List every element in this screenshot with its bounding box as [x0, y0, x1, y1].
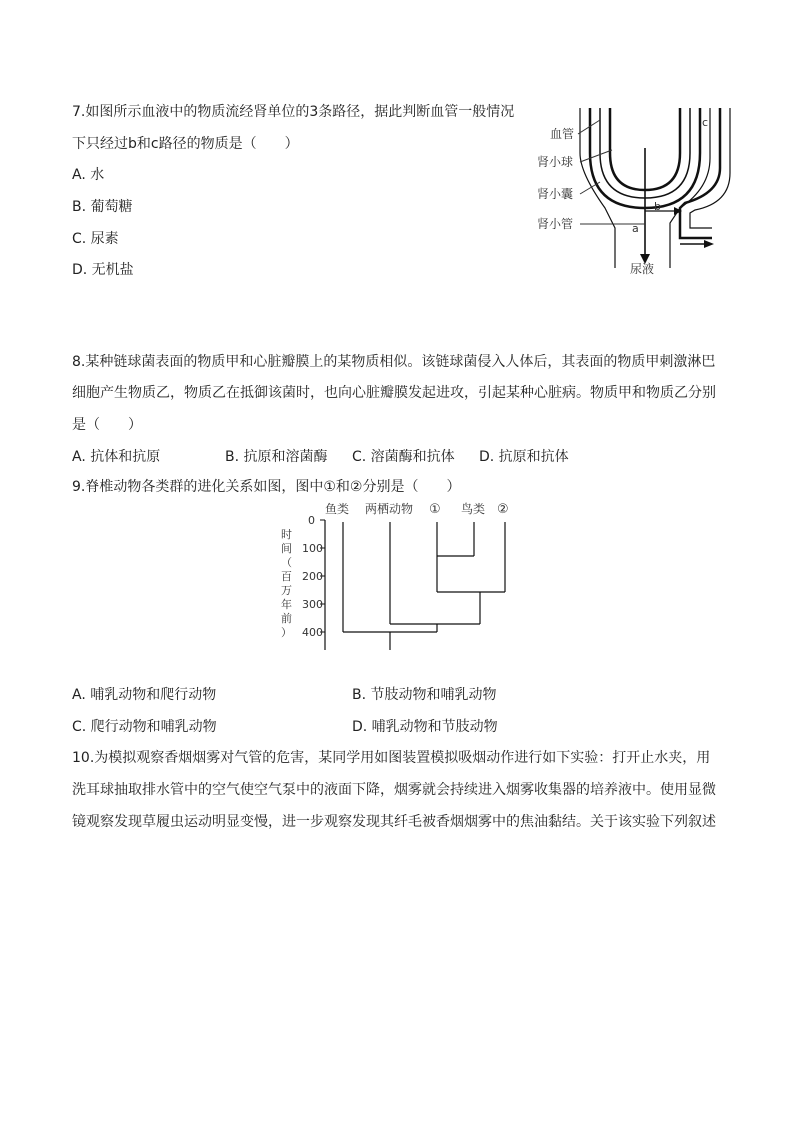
- q9-option-d: D. 哺乳动物和节肢动物: [352, 719, 498, 735]
- q9-option-b: B. 节肢动物和哺乳动物: [352, 687, 497, 703]
- y-tick-0: 0: [308, 514, 315, 527]
- y-axis-char-5: 万: [281, 584, 292, 597]
- taxon-bird: 鸟类: [461, 502, 486, 516]
- y-tick-400: 400: [302, 626, 323, 639]
- label-glomerulus: 肾小球: [537, 155, 574, 169]
- taxon-2: ②: [497, 502, 509, 517]
- q8-option-b: B. 抗原和溶菌酶: [225, 449, 328, 465]
- q7-stem-line2: 下只经过b和c路径的物质是（ ）: [72, 136, 299, 152]
- q8-option-c: C. 溶菌酶和抗体: [352, 449, 455, 465]
- y-tick-100: 100: [302, 542, 323, 555]
- path-label-c: c: [702, 116, 709, 129]
- y-tick-200: 200: [302, 570, 323, 583]
- q9-option-c: C. 爬行动物和哺乳动物: [72, 719, 217, 735]
- path-label-a: a: [632, 222, 639, 235]
- taxon-amphibian: 两栖动物: [365, 502, 414, 516]
- label-urine: 尿液: [630, 262, 655, 276]
- q8-stem-line3: 是（ ）: [72, 417, 142, 433]
- y-axis-char-2: 间: [281, 542, 292, 555]
- y-axis-char-8: ）: [281, 626, 292, 639]
- q8-stem-line1: 8.某种链球菌表面的物质甲和心脏瓣膜上的某物质相似。该链球菌侵入人体后，其表面的物质甲刺激淋巴: [72, 354, 716, 370]
- q8-option-d: D. 抗原和抗体: [479, 449, 569, 465]
- q10-stem-line3: 镜观察发现草履虫运动明显变慢，进一步观察发现其纤毛被香烟烟雾中的焦油黏结。关于该实验下列叙述: [72, 814, 716, 830]
- q8-option-a: A. 抗体和抗原: [72, 449, 161, 465]
- phylogeny-tree: [275, 498, 535, 658]
- y-axis-char-1: 时: [281, 528, 292, 541]
- y-axis-char-3: （: [281, 556, 292, 569]
- taxon-1: ①: [429, 502, 441, 517]
- label-capsule: 肾小囊: [537, 187, 574, 201]
- phylogeny-figure: [275, 498, 535, 658]
- nephron-figure: [520, 98, 740, 278]
- q7-option-b: B. 葡萄糖: [72, 199, 133, 215]
- q9-option-a: A. 哺乳动物和爬行动物: [72, 687, 217, 703]
- q8-stem-line2: 细胞产生物质乙，物质乙在抵御该菌时，也向心脏瓣膜发起进攻，引起某种心脏病。物质甲和物质乙分别: [72, 385, 716, 401]
- y-axis-char-6: 年: [281, 598, 292, 611]
- label-tubule: 肾小管: [537, 217, 574, 231]
- q7-stem-line1: 7.如图所示血液中的物质流经肾单位的3条路径，据此判断血管一般情况: [72, 104, 515, 120]
- q7-option-d: D. 无机盐: [72, 262, 134, 278]
- label-blood-vessel: 血管: [550, 127, 575, 141]
- q10-stem-line1: 10.为模拟观察香烟烟雾对气管的危害，某同学用如图装置模拟吸烟动作进行如下实验：打开止水夹，用: [72, 750, 711, 766]
- q9-stem: 9.脊椎动物各类群的进化关系如图，图中①和②分别是（ ）: [72, 479, 461, 495]
- q7-option-c: C. 尿素: [72, 231, 119, 247]
- y-axis-char-4: 百: [281, 570, 292, 583]
- y-tick-300: 300: [302, 598, 323, 611]
- path-label-b: b: [654, 200, 661, 213]
- q7-option-a: A. 水: [72, 167, 105, 183]
- q10-stem-line2: 洗耳球抽取排水管中的空气使空气泵中的液面下降，烟雾就会持续进入烟雾收集器的培养液中。使用显微: [72, 782, 716, 798]
- y-axis-char-7: 前: [281, 612, 292, 625]
- nephron-diagram: [520, 98, 740, 278]
- taxon-fish: 鱼类: [325, 502, 350, 516]
